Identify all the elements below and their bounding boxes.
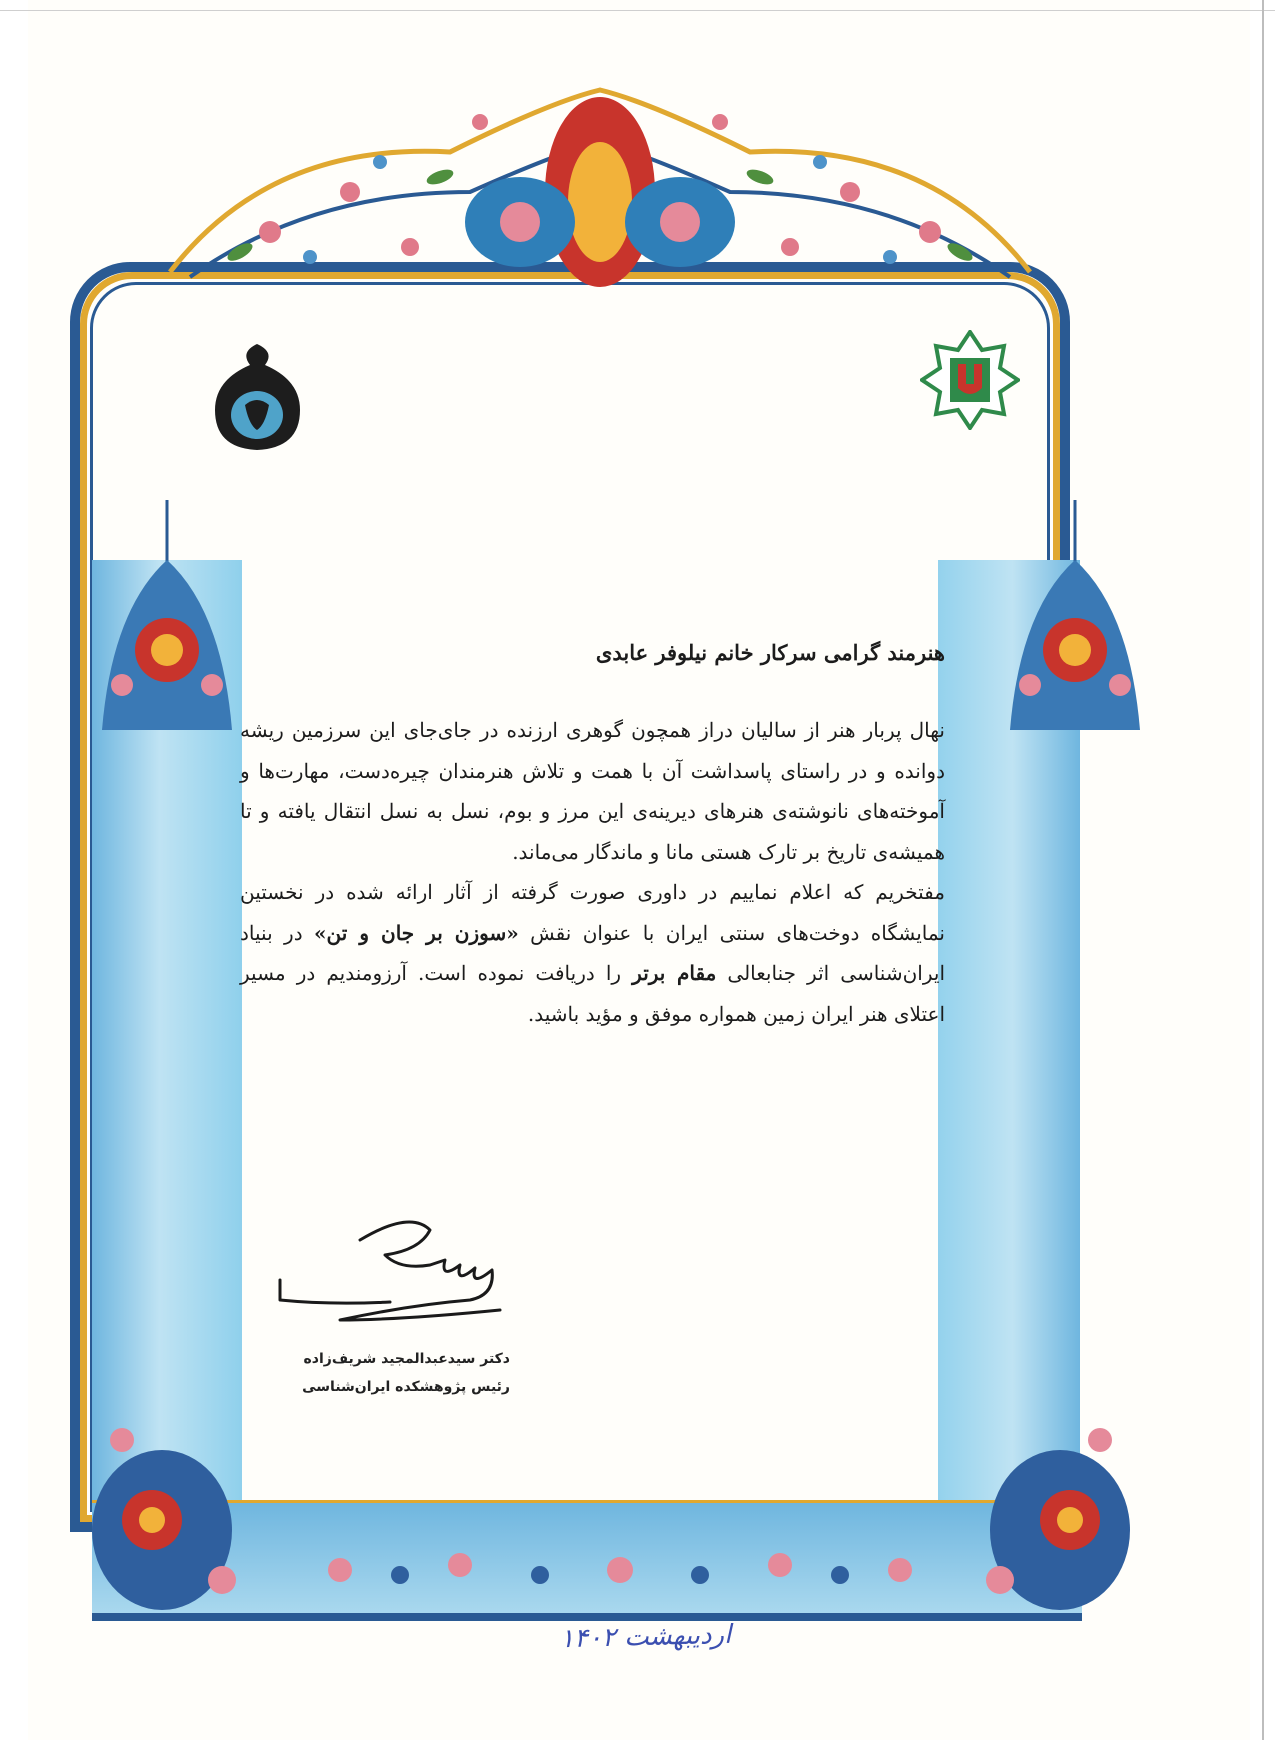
right-logo-wordmark <box>905 440 1045 466</box>
bottom-right-floral-ornament <box>930 1380 1130 1610</box>
letter-body <box>240 710 945 1034</box>
award-rank: مقام برتر <box>632 961 717 985</box>
bottom-left-floral-ornament <box>92 1380 292 1610</box>
left-pillar-finial-ornament <box>92 500 242 730</box>
signatory-block <box>240 1345 510 1401</box>
paragraph-2-middle: در بنیاد ایران‌شناسی اثر جنابعالی <box>240 920 945 985</box>
handwritten-date-note: اردیبهشت ۱۴۰۲ <box>559 1619 732 1655</box>
signatory-title: رئیس پژوهشکده ایران‌شناسی <box>302 1379 510 1395</box>
handwritten-signature <box>270 1210 520 1340</box>
iranian-studies-institute-emblem <box>205 340 310 455</box>
iranian-studies-foundation-emblem <box>920 330 1020 430</box>
left-logo-wordmark <box>185 455 330 481</box>
paragraph-2-intro: مفتخریم که اعلام نماییم در داوری صورت گرفته از آثار ارائه شده در نخستین نمایشگاه دوخت‌های سنتی ایران با عنوان نقش <box>240 880 946 945</box>
paragraph-1: نهال پربار هنر از سالیان دراز همچون گوهری ارزنده در جای‌جای این سرزمین ریشه دوانده و در راستای پاسداشت آن با همت و تلاش هنرمندان چیره‌دست، مهارت‌ها و آموخته‌های نانوشته‌ی هنرهای دیرینه‌ی این مرز و بوم، نسل به نسل انتقال یافته و تا همیشه‌ی تاریخ بر تارک هستی مانا و ماندگار می‌ماند. <box>240 718 945 864</box>
top-floral-crown-ornament <box>150 82 1050 292</box>
salutation-heading: هنرمند گرامی سرکار خانم نیلوفر عابدی <box>595 640 945 665</box>
exhibition-title: «سوزن بر جان و تن» <box>314 920 519 945</box>
paragraph-2-closing: را دریافت نموده است. آرزومندیم در مسیر اعتلای هنر ایران زمین همواره موفق و مؤید باشید. <box>240 961 945 1026</box>
signatory-name: دکتر سیدعبدالمجید شریف‌زاده <box>303 1351 510 1367</box>
bottom-center-floral-ornament <box>300 1530 940 1605</box>
scan-edge-right <box>1262 0 1264 1740</box>
right-pillar-finial-ornament <box>1000 500 1150 730</box>
scan-edge-top <box>0 10 1275 11</box>
